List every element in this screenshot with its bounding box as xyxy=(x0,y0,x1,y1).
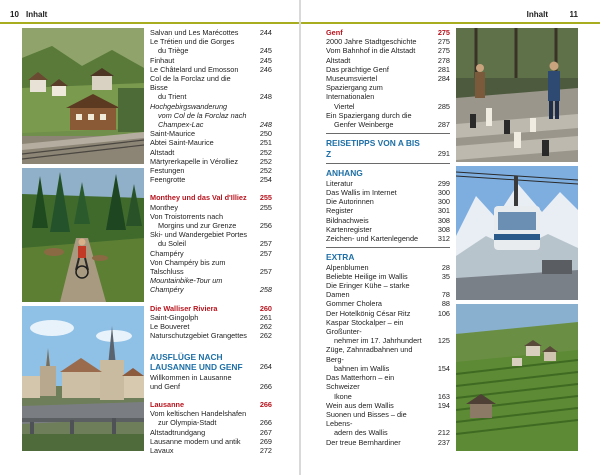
toc-entry[interactable] xyxy=(326,74,450,83)
toc-entry[interactable] xyxy=(326,188,450,197)
toc-entry-title: Lausanne modern und antik xyxy=(150,436,241,446)
toc-entry-title: Gommer Cholera xyxy=(326,299,382,309)
toc-entry[interactable] xyxy=(326,272,450,281)
toc-entry-title: Col de la Forclaz und die Bisse xyxy=(150,74,231,93)
toc-entry-title: Ein Spaziergang durch die xyxy=(326,110,412,120)
toc-entry-title: Le Trétien und die Gorges xyxy=(150,37,235,47)
toc-entry[interactable] xyxy=(326,373,450,391)
toc-chapter-heading[interactable] xyxy=(326,168,450,179)
right-running-title: Inhalt xyxy=(526,10,548,19)
toc-entry-title: Der treue Bernhardiner xyxy=(326,437,401,447)
toc-entry-title: Alpenblumen xyxy=(326,262,369,272)
toc-entry-page-number: 245 xyxy=(259,55,272,65)
toc-entry-title: nehmer im 17. Jahrhundert xyxy=(334,336,422,346)
toc-entry-page-number: 272 xyxy=(259,445,272,455)
toc-section-heading[interactable] xyxy=(150,193,272,202)
toc-entry[interactable] xyxy=(326,111,450,120)
toc-entry-page-number: 163 xyxy=(437,391,450,401)
toc-section-heading[interactable] xyxy=(150,400,272,409)
toc-entry-title: Züge, Zahnradbahnen und Berg- xyxy=(326,345,413,364)
toc-entry-title: Finhaut xyxy=(150,55,175,65)
toc-entry[interactable] xyxy=(150,221,272,230)
toc-entry-title: Ski- und Wandergebiet Portes xyxy=(150,230,248,240)
toc-entry[interactable] xyxy=(150,28,272,37)
toc-entry-title: Hochgebirgswanderung xyxy=(150,101,228,111)
right-header-rule xyxy=(301,22,600,24)
toc-entry[interactable] xyxy=(150,65,272,74)
toc-entry-title: Festungen xyxy=(150,166,185,176)
toc-entry-title: Monthey und das Val d'Illiez xyxy=(150,193,247,203)
toc-entry-title: Von Champéry bis zum Talschluss xyxy=(150,257,226,277)
toc-entry-page-number: 275 xyxy=(437,37,450,47)
toc-entry-title: Kartenregister xyxy=(326,224,372,234)
toc-entry-title: Saint-Gingolph xyxy=(150,312,199,322)
toc-entry[interactable] xyxy=(326,65,450,74)
toc-entry[interactable] xyxy=(326,206,450,215)
toc-entry-title: Märtyrerkapelle in Vérolliez xyxy=(150,156,239,166)
left-header-rule xyxy=(0,22,299,24)
toc-entry-page-number: 262 xyxy=(259,331,272,341)
toc-entry[interactable] xyxy=(150,313,272,322)
toc-entry-title: Das Wallis im Internet xyxy=(326,187,397,197)
toc-entry-title: Vom Bahnhof in die Altstadt xyxy=(326,46,416,56)
toc-entry-page-number: 266 xyxy=(259,381,272,391)
toc-entry-title: Lausanne xyxy=(150,399,185,409)
toc-entry-page-number: 262 xyxy=(259,322,272,332)
toc-entry-page-number: 300 xyxy=(437,187,450,197)
left-page-number: 10 xyxy=(10,10,19,19)
toc-entry-title: Lavaux xyxy=(150,445,174,455)
toc-entry-page-number: 257 xyxy=(259,267,272,277)
toc-entry-page-number: 246 xyxy=(259,64,272,74)
toc-entry[interactable] xyxy=(150,239,272,248)
toc-entry-page-number: 252 xyxy=(259,166,272,176)
toc-entry-page-number: 278 xyxy=(437,55,450,65)
toc-entry[interactable] xyxy=(150,437,272,446)
toc-entry[interactable] xyxy=(326,336,450,345)
toc-entry[interactable] xyxy=(326,263,450,272)
toc-entry[interactable] xyxy=(326,56,450,65)
toc-entry-page-number: 299 xyxy=(437,178,450,188)
toc-entry[interactable] xyxy=(326,309,450,318)
toc-entry-page-number: 255 xyxy=(259,202,272,212)
toc-entry-title: Das Matterhorn – ein Schweizer xyxy=(326,373,395,392)
toc-section-heading[interactable] xyxy=(326,28,450,37)
toc-entry-title: ANHANG xyxy=(326,168,363,179)
toc-entry-title: REISETIPPS VON A BIS Z xyxy=(326,138,420,159)
right-page xyxy=(301,0,600,475)
toc-entry-title: Register xyxy=(326,206,354,216)
toc-entry[interactable] xyxy=(150,428,272,437)
toc-entry-title: Le Châtelard und Emosson xyxy=(150,64,239,74)
toc-entry-page-number: 250 xyxy=(259,129,272,139)
toc-entry-page-number: 251 xyxy=(259,138,272,148)
toc-entry-page-number: 154 xyxy=(437,363,450,373)
toc-entry-title: Saint-Maurice xyxy=(150,129,196,139)
toc-entry-page-number: 78 xyxy=(441,290,450,300)
toc-entry-title: Le Bouveret xyxy=(150,322,190,332)
toc-section-divider xyxy=(326,163,450,164)
toc-section-divider xyxy=(326,247,450,248)
toc-entry-title: Museumsviertel xyxy=(326,74,378,84)
mountain-village-railway-photo xyxy=(22,28,144,164)
toc-entry-page-number: 308 xyxy=(437,215,450,225)
toc-entry[interactable] xyxy=(326,428,450,437)
toc-entry-title: du Trient xyxy=(158,92,187,102)
toc-entry-page-number: 300 xyxy=(437,197,450,207)
toc-entry[interactable] xyxy=(150,418,272,427)
toc-entry-title: Altstadtrundgang xyxy=(150,427,206,437)
toc-entry[interactable] xyxy=(326,37,450,46)
toc-entry[interactable] xyxy=(326,281,450,299)
toc-entry-page-number: 106 xyxy=(437,308,450,318)
toc-entry[interactable] xyxy=(326,364,450,373)
toc-entry-page-number: 257 xyxy=(259,248,272,258)
toc-entry[interactable] xyxy=(150,37,272,46)
toc-entry-title: Mountainbike-Tour um Champéry xyxy=(150,276,223,295)
giant-chess-players-photo xyxy=(456,28,578,162)
toc-entry-page-number: 275 xyxy=(437,46,450,56)
toc-entry[interactable] xyxy=(150,331,272,340)
toc-entry-page-number: 28 xyxy=(441,262,450,272)
toc-entry[interactable] xyxy=(150,446,272,455)
toc-entry-title: Kaspar Stockalper – ein Großunter- xyxy=(326,317,404,337)
right-toc-list xyxy=(326,28,450,447)
toc-entry-page-number: 266 xyxy=(259,399,272,409)
toc-entry-title: AUSFLÜGE NACH LAUSANNE UND GENF xyxy=(150,351,243,372)
cable-car-glacier-photo xyxy=(456,166,578,300)
toc-entry[interactable] xyxy=(150,138,272,147)
left-page xyxy=(0,0,299,475)
toc-entry-title: Feengrotte xyxy=(150,175,186,185)
toc-entry-title: Zeichen- und Kartenlegende xyxy=(326,233,419,243)
toc-entry-title: Genfer Weinberge xyxy=(334,120,394,130)
toc-entry[interactable] xyxy=(326,392,450,401)
toc-entry[interactable] xyxy=(150,102,272,111)
toc-entry-page-number: 212 xyxy=(437,428,450,438)
toc-entry-page-number: 257 xyxy=(259,239,272,249)
toc-chapter-heading[interactable] xyxy=(150,352,272,373)
toc-entry-page-number: 281 xyxy=(437,64,450,74)
lausanne-cathedral-bridge-photo xyxy=(22,306,144,451)
toc-entry-page-number: 308 xyxy=(437,224,450,234)
toc-entry-title: EXTRA xyxy=(326,252,355,263)
toc-entry[interactable] xyxy=(150,120,272,129)
toc-entry-title: Ikone xyxy=(334,391,352,401)
toc-entry[interactable] xyxy=(150,258,272,276)
toc-entry-page-number: 291 xyxy=(437,148,450,158)
toc-entry-page-number: 254 xyxy=(259,175,272,185)
right-page-number: 11 xyxy=(569,10,578,19)
toc-entry[interactable] xyxy=(326,318,450,336)
toc-entry-page-number: 284 xyxy=(437,74,450,84)
toc-entry-title: Genf xyxy=(326,28,343,37)
toc-entry-page-number: 248 xyxy=(259,92,272,102)
toc-entry-title: Abtei Saint-Maurice xyxy=(150,138,214,148)
toc-chapter-heading[interactable] xyxy=(326,252,450,263)
toc-entry-title: Altstadt xyxy=(150,147,175,157)
toc-entry[interactable] xyxy=(150,175,272,184)
toc-entry-page-number: 245 xyxy=(259,46,272,56)
toc-entry-title: Beliebte Heilige im Wallis xyxy=(326,271,408,281)
toc-entry[interactable] xyxy=(326,225,450,234)
toc-entry-page-number: 269 xyxy=(259,436,272,446)
toc-entry-title: und Genf xyxy=(150,381,181,391)
toc-entry-title: Die Eringer Kühe – starke Damen xyxy=(326,281,410,300)
toc-entry[interactable] xyxy=(326,299,450,308)
toc-entry-page-number: 88 xyxy=(441,299,450,309)
toc-entry[interactable] xyxy=(150,373,272,382)
toc-entry-title: Naturschutzgebiet Grangettes xyxy=(150,331,247,341)
toc-section-divider xyxy=(326,133,450,134)
toc-entry-page-number: 194 xyxy=(437,400,450,410)
toc-entry-page-number: 267 xyxy=(259,427,272,437)
toc-entry-page-number: 237 xyxy=(437,437,450,447)
toc-entry[interactable] xyxy=(326,216,450,225)
left-toc-list xyxy=(150,28,272,455)
toc-entry[interactable] xyxy=(150,322,272,331)
toc-entry[interactable] xyxy=(150,166,272,175)
toc-entry-title: Altstadt xyxy=(326,55,351,65)
toc-entry-title: Viertel xyxy=(334,101,355,111)
toc-entry-title: du Soleil xyxy=(158,239,186,249)
toc-entry-title: 2000 Jahre Stadtgeschichte xyxy=(326,37,417,47)
toc-entry-title: Monthey xyxy=(150,202,178,212)
toc-entry[interactable] xyxy=(326,46,450,55)
toc-entry[interactable] xyxy=(326,179,450,188)
toc-entry-page-number: 260 xyxy=(259,303,272,313)
left-running-title: Inhalt xyxy=(26,10,48,19)
toc-entry-title: Literatur xyxy=(326,178,353,188)
toc-section-heading[interactable] xyxy=(150,304,272,313)
toc-entry[interactable] xyxy=(150,56,272,65)
toc-entry-page-number: 275 xyxy=(437,28,450,37)
toc-entry-title: Bildnachweis xyxy=(326,215,369,225)
vineyard-village-photo xyxy=(456,304,578,451)
toc-entry-page-number: 301 xyxy=(437,206,450,216)
toc-entry-title: Spaziergang zum Internationalen xyxy=(326,83,383,102)
toc-entry-title: Willkommen in Lausanne xyxy=(150,372,232,382)
toc-entry[interactable] xyxy=(326,410,450,428)
toc-entry[interactable] xyxy=(150,276,272,294)
toc-entry[interactable] xyxy=(150,249,272,258)
toc-entry-page-number: 35 xyxy=(441,271,450,281)
toc-entry-page-number: 261 xyxy=(259,312,272,322)
toc-entry-title: zur Olympia-Stadt xyxy=(158,418,217,428)
toc-entry[interactable] xyxy=(150,212,272,221)
toc-entry[interactable] xyxy=(326,83,450,101)
toc-entry[interactable] xyxy=(150,74,272,92)
toc-chapter-heading[interactable] xyxy=(326,138,450,159)
toc-entry[interactable] xyxy=(326,197,450,206)
toc-entry[interactable] xyxy=(326,438,450,447)
toc-entry[interactable] xyxy=(150,111,272,120)
toc-entry-page-number: 266 xyxy=(259,418,272,428)
toc-entry-title: Die Autorinnen xyxy=(326,197,374,207)
toc-entry[interactable] xyxy=(326,234,450,243)
toc-entry-page-number: 256 xyxy=(259,221,272,231)
toc-entry-title: Das prächtige Genf xyxy=(326,64,389,74)
toc-entry-title: Champéry xyxy=(150,248,184,258)
toc-entry-page-number: 248 xyxy=(259,120,272,130)
toc-entry-title: Von Troistorrents nach xyxy=(150,211,224,221)
toc-entry[interactable] xyxy=(150,148,272,157)
toc-entry-title: Wein aus dem Wallis xyxy=(326,400,394,410)
toc-entry-title: bahnen im Wallis xyxy=(334,363,390,373)
toc-entry-title: du Triège xyxy=(158,46,189,56)
toc-entry-title: Champex-Lac xyxy=(158,120,204,130)
toc-entry[interactable] xyxy=(326,102,450,111)
toc-entry[interactable] xyxy=(150,92,272,101)
toc-entry-title: Morgins und zur Grenze xyxy=(158,221,237,231)
toc-entry-title: Vom keltischen Handelshafen xyxy=(150,409,247,419)
toc-entry[interactable] xyxy=(326,345,450,363)
toc-entry[interactable] xyxy=(326,120,450,129)
toc-entry-page-number: 258 xyxy=(259,285,272,295)
forest-trail-mountain-biker-photo xyxy=(22,168,144,302)
toc-entry-page-number: 125 xyxy=(437,336,450,346)
toc-entry-page-number: 252 xyxy=(259,156,272,166)
toc-entry-page-number: 244 xyxy=(259,28,272,37)
toc-entry[interactable] xyxy=(150,203,272,212)
toc-entry[interactable] xyxy=(150,382,272,391)
toc-entry[interactable] xyxy=(326,401,450,410)
toc-entry[interactable] xyxy=(150,409,272,418)
toc-entry-title: Die Walliser Riviera xyxy=(150,303,218,313)
toc-entry-title: adern des Wallis xyxy=(334,428,388,438)
toc-entry-page-number: 287 xyxy=(437,120,450,130)
toc-entry[interactable] xyxy=(150,157,272,166)
toc-entry[interactable] xyxy=(150,129,272,138)
toc-entry[interactable] xyxy=(150,46,272,55)
toc-entry-page-number: 255 xyxy=(259,193,272,203)
toc-entry-page-number: 264 xyxy=(259,362,272,371)
toc-entry-title: vom Col de la Forclaz nach xyxy=(158,110,247,120)
toc-entry-page-number: 312 xyxy=(437,233,450,243)
toc-entry-title: Der Hotelkönig César Ritz xyxy=(326,308,411,318)
toc-entry-page-number: 285 xyxy=(437,101,450,111)
toc-entry-title: Salvan und Les Marécottes xyxy=(150,28,239,37)
toc-entry-title: Suonen und Bisses – die Lebens- xyxy=(326,409,407,429)
toc-entry-page-number: 252 xyxy=(259,147,272,157)
toc-entry[interactable] xyxy=(150,230,272,239)
